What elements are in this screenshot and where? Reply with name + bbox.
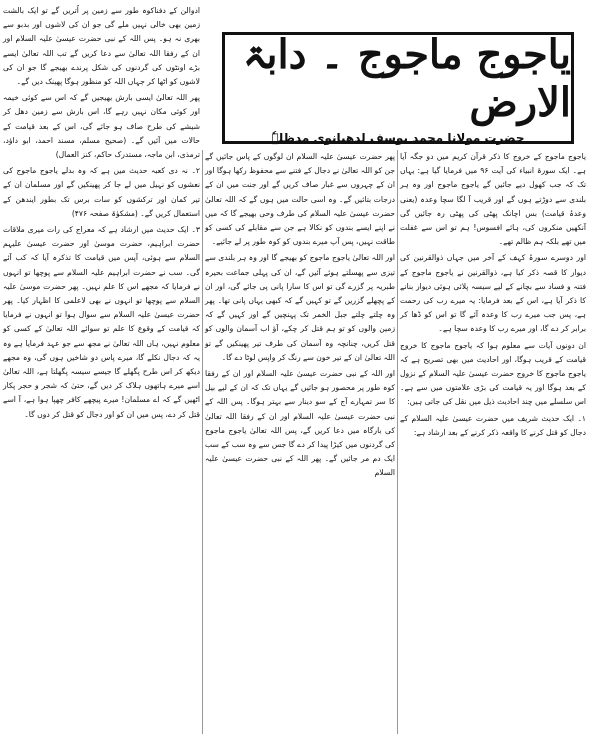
article-byline: حضرت مولانا محمد یوسف لدھیانوی مدظلہٗ <box>271 131 525 145</box>
article-paragraph: ۳۔ ایک حدیث میں ارشاد ہے کہ معراج کی رات میری ملاقات حضرت ابراہیم، حضرت موسیٰ اور حضرت عیسیٰ علیہم السلام سے ہوئی، آپس میں قیامت کا تذکرہ آیا کہ کب آئے گی۔ سب نے حضرت ابراہیم علیہ السلام سے پوچھا تو انہوں نے فرمایا کہ مجھے اس کا علم نہیں۔ پھر حضرت موسیٰ علیہ السلام سے پوچھا تو انہوں نے بھی لاعلمی کا اظہار کیا۔ پھر حضرت عیسیٰ علیہ السلام سے سوال ہوا تو انہوں نے فرمایا کہ قیامت کے وقوع کا علم تو سوائے اللہ تعالیٰ کے کسی کو معلوم نہیں، ہاں اللہ تعالیٰ نے مجھ سے جو عہد فرمایا ہے وہ یہ کہ دجال نکلے گا، میرے پاس دو شاخیں ہوں گی، وہ مجھے دیکھ کر اس طرح پگھلے گا جیسے سیسہ پگھلتا ہے، اللہ تعالیٰ اسے میرے ہاتھوں ہلاک کر دیں گے، حتیٰ کہ شجر و حجر پکار اٹھیں گے کہ اے مسلمان! میرے پیچھے کافر چھپا ہوا ہے، آ اسے قتل کر دے، پس میں ان کو اور دجال کو قتل کر دوں گا۔ <box>3 225 200 419</box>
article-paragraph: ادوالن کے دفناکوہ طور سے زمین پر اُتریں گے تو ایک بالشت زمین بھی خالی نہیں ملے گی جو ان کی لاشوں اور بدبو سے بھری نہ ہو۔ پس اللہ کے نبی حضرت عیسیٰ علیہ السلام اور ان کے رفقا اللہ تعالیٰ سے دعا کریں گے تب اللہ تعالیٰ ایسے بڑے اونٹوں کی گردنوں کی شکل پرندے بھیجے گا جو ان کی لاشوں کو اٹھا کر جہاں اللہ کو منظور ہوگا پھینک دیں گے۔ <box>3 6 200 87</box>
article-title: یاجوج ماجوج ۔ دابۃ الارض <box>242 31 571 126</box>
article-paragraph: اور اللہ تعالیٰ یاجوج ماجوج کو بھیجے گا اور وہ ہر بلندی سے تیزی سے پھسلتے ہوئے آئیں گے، ان کی پہلی جماعت بحیرہ طبریہ پر گزرے گی تو اس کا سارا پانی پی جائے گی، اور ان کے پچھلے گزریں گے تو کہیں گے کہ کبھی یہاں پانی تھا۔ پھر وہ چلتے چلتے جبل الخمر تک پہنچیں گے اور کہیں گے کہ زمین والوں کو تو ہم قتل کر چکے، آؤ اب آسمان والوں کو قتل کریں، چنانچہ وہ آسمان کی طرف تیر پھینکیں گے تو اللہ تعالیٰ ان کے تیر خون سے رنگ کر واپس لوٹا دے گا۔ <box>205 253 395 362</box>
column-divider <box>202 150 203 734</box>
article-paragraph: اور دوسرے سورۂ کہف کے آخر میں جہاں ذوالقرنین کی دیوار کا قصہ ذکر کیا ہے، ذوالقرنین نے یاجوج ماجوج کے فتنہ و فساد سے بچانے کے لیے سیسہ پلائی ہوئی دیوار بنانے کا ذکر آیا ہے، اس کے بعد فرمایا: یہ میرے رب کی رحمت ہے، پس جب میرے رب کا وعدہ آئے گا تو اس کو ڈھا کر برابر کر دے گا، اور میرے رب کا وعدہ سچا ہے۔ <box>400 253 586 334</box>
article-paragraph: ان دونوں آیات سے معلوم ہوا کہ یاجوج ماجوج کا خروج قیامت کے قریب ہوگا، اور احادیث میں بھی تصریح ہے کہ یاجوج ماجوج کا خروج حضرت عیسیٰ علیہ السلام کے نزول کے بعد ہوگا اور یہ قیامت کی بڑی علامتوں میں سے ہے۔ اس سلسلے میں چند احادیث ذیل میں نقل کی جاتی ہیں: <box>400 340 586 407</box>
article-paragraph: پھر اللہ تعالیٰ ایسی بارش بھیجیں گے کہ اس سے کوئی خیمہ اور کوئی مکان نہیں رہے گا، اس بارش سے زمین دھل کر شیشے کی طرح صاف ہو جائے گی، اس کے بعد قیامت کے حالات میں آئیں گے۔ (صحیح مسلم، مسند احمد، ابو داؤد، ترمذی، ابن ماجہ، مستدرک حاکم، کنز العمال) <box>3 93 200 160</box>
article-paragraph: پھر حضرت عیسیٰ علیہ السلام ان لوگوں کے پاس جائیں گے جن کو اللہ تعالیٰ نے دجال کے فتنے سے محفوظ رکھا ہوگا اور ان کے چہروں سے غبار صاف کریں گے اور جنت میں ان کے درجات بتائیں گے۔ وہ اسی حالت میں ہوں گے کہ اللہ تعالیٰ حضرت عیسیٰ علیہ السلام کی طرف وحی بھیجے گا کہ میں نے اپنے ایسے بندوں کو نکالا ہے جن سے مقابلے کی کسی کو طاقت نہیں، پس آپ میرے بندوں کو کوہ طور پر لے جائیے۔ <box>205 152 395 247</box>
article-column-middle <box>205 150 395 483</box>
article-header-box <box>222 32 574 144</box>
article-column-right <box>400 150 586 442</box>
article-paragraph: یاجوج ماجوج کے خروج کا ذکر قرآن کریم میں دو جگہ آیا ہے۔ ایک سورۃ انبیاء کی آیت ۹۶ میں فرمایا گیا ہے: یہاں تک کہ جب کھول دیے جائیں گے یاجوج ماجوج اور وہ ہر بلندی سے دوڑتے ہوں گے اور قریب آ لگا سچا وعدہ (یعنی وعدۂ قیامت) بس اچانک پھٹی کی پھٹی رہ جائیں گی آنکھیں منکروں کی، ہائے افسوس! ہم تو اس سے غفلت میں تھے بلکہ ہم ظالم تھے۔ <box>400 152 586 247</box>
column-divider <box>397 150 398 734</box>
article-paragraph: ۱۔ ایک حدیث شریف میں حضرت عیسیٰ علیہ السلام کے دجال کو قتل کرنے کا واقعہ ذکر کرنے کے بعد ارشاد ہے: <box>400 413 586 437</box>
article-paragraph: اور اللہ کے نبی حضرت عیسیٰ علیہ السلام اور ان کے رفقا کوہ طور پر محصور ہو جائیں گے یہاں تک کہ ان کے لیے بیل کا سر تمہارے آج کے سو دینار سے بہتر ہوگا۔ پس اللہ کے نبی حضرت عیسیٰ علیہ السلام اور ان کے رفقا اللہ تعالیٰ کی بارگاہ میں دعا کریں گے، پس اللہ تعالیٰ یاجوج ماجوج کی گردنوں میں کیڑا پیدا کر دے گا جس سے وہ سب کے سب ایک دم مر جائیں گے۔ پھر اللہ کے نبی حضرت عیسیٰ علیہ السلام <box>205 369 395 478</box>
article-paragraph: ۲۔ نہ دی کعبہ حدیث میں ہے کہ وہ بدلے یاجوج ماجوج کی نعشوں کو نہیل میں لے جا کر پھینکیں گے اور مسلمان ان کے تیر کمان اور ترکشوں کو سات برس تک بطور ایندھن کے استعمال کریں گے۔ (مشکوٰۃ صفحہ ۴۷۶) <box>3 166 200 218</box>
article-column-left <box>3 4 200 424</box>
